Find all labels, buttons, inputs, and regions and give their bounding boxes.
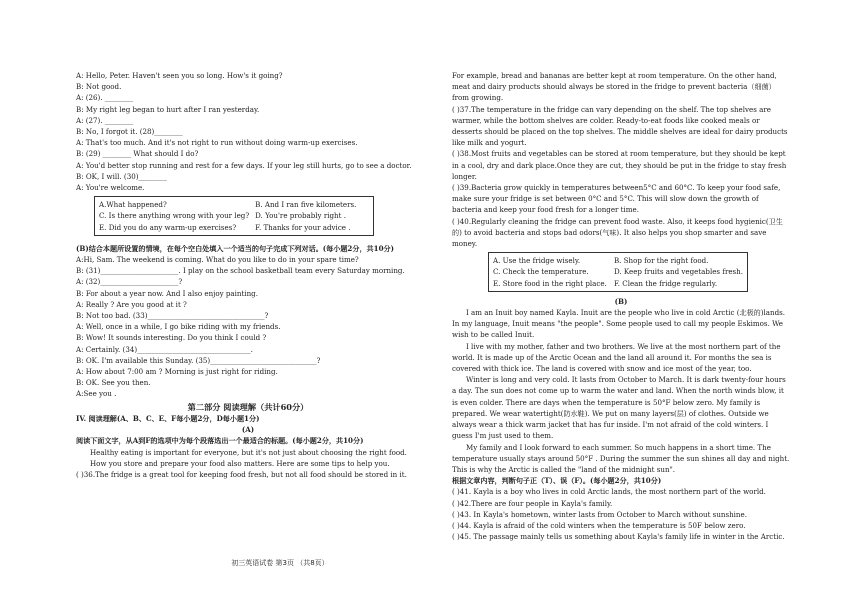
dialog-line: B: Not too bad. (33)_________________________________? [76, 311, 269, 321]
option-item: A.What happened? [99, 200, 167, 210]
passage-paragraph: I live with my mother, father and two brothers. We live at the most northern part of the world. It is made up of the Arctic Ocean and the land all around it. For months the sea is covered with thick ice. The land is covered with snow and ice most of the year, too. [452, 341, 781, 374]
dialog-line: B: (29) ________ What should I do? [76, 149, 199, 159]
passage-a-intro [76, 447, 420, 469]
tf-item: ( )41. Kayla is a boy who lives in cold Arctic lands, the most northern part of the world. [452, 487, 766, 497]
dialog-line: B: OK. See you then. [76, 378, 151, 388]
dialog-line: A: You're welcome. [76, 183, 145, 193]
dialog-line: B: OK, I will. (30)________ [76, 171, 167, 181]
section-b-instruction: (B)结合本题所设置的情境，在每个空白处填入一个适当的句子完成下列对话。(每小题2分，共10分) [76, 243, 394, 253]
dialog-line: A: Hello, Peter. Haven't seen you so long. How's it going? [76, 71, 283, 80]
dialog-line: B: For about a year now. And I also enjoy painting. [76, 288, 258, 298]
passage-paragraph: Healthy eating is important for everyone, but it's not just about choosing the right food. [90, 447, 407, 457]
dialog-line: A: (27). ________ [76, 115, 134, 125]
dialog-line: B: No, I forgot it. (28)________ [76, 127, 183, 137]
options-box-1 [94, 196, 374, 236]
dialog-line: A: Really ? Are you good at it ? [76, 299, 187, 309]
dialog-line: A: You'd better stop running and rest for a few days. If your leg still hurts, go to see a doctor. [76, 160, 412, 170]
dialog-line: A:See you . [76, 389, 117, 399]
tf-item: ( )44. Kayla is afraid of the cold winters when the temperature is 50F below zero. [452, 520, 746, 530]
question-40: ( )40.Regularly cleaning the fridge can prevent food waste. Also, it keeps food hygienic(卫生的) to avoid bacteria and stops bad odors(气味). It also helps you shop smarter and save money. [452, 216, 783, 249]
dialog-line: B: (31)______________________. I play on the school basketball team every Saturday morning. [76, 266, 405, 276]
tf-items [452, 486, 790, 542]
passage-paragraph: How you store and prepare your food also matters. Here are some tips to help you. [90, 458, 390, 468]
dialog-line: A: (26). ________ [76, 93, 134, 103]
section-a-label: (A) [241, 425, 255, 435]
part2-iv: IV. 阅读理解(A、B、C、E、F每小题2分，D每小题1分) [76, 413, 260, 423]
options-box-2 [488, 252, 748, 292]
left-column [76, 70, 420, 480]
option-item: E. Store food in the right place. [493, 278, 607, 288]
option-item: C. Check the temperature. [493, 267, 589, 277]
option-item: B. Shop for the right food. [613, 256, 709, 266]
dialog-line: B: Not good. [76, 82, 122, 92]
page-footer: 初三英语试卷 第3页 （共8页） [231, 559, 329, 567]
option-item: A. Use the fridge wisely. [493, 256, 581, 266]
dialog-line: A: Well, once in a while, I go bike riding with my friends. [76, 322, 281, 332]
dialog-line: A: Certainly. (34)________________________________. [76, 344, 253, 354]
dialog-line: B: Wow! It sounds interesting. Do you think I could ? [76, 333, 267, 343]
question-37: ( )37.The temperature in the fridge can vary depending on the shelf. The top shelves are warmer, while the bottom shelves are colder. Ready-to-eat foods like cooked meals or desserts should be placed on the top shelves. The middle shelves are ideal for dairy products like milk and yogurt. [452, 104, 788, 148]
part2-heading: 第二部分 阅读理解（共计60分） [187, 401, 309, 412]
passage-b [452, 307, 790, 475]
dialog-line: A: How about 7:00 am ? Morning is just right for riding. [76, 367, 278, 377]
dialog-line: A: (32)______________________? [76, 277, 183, 287]
option-item: E. Did you do any warm-up exercises? [99, 222, 237, 232]
option-item: D. Keep fruits and vegetables fresh. [613, 267, 743, 277]
tf-instruction: 根据文章内容，判断句子正（T）、误（F）。(每小题2分，共10分) [452, 476, 662, 486]
tf-item: ( )42.There are four people in Kayla's family. [452, 498, 613, 508]
dialog-line: A: That's too much. And it's not right to run without doing warm-up exercises. [76, 138, 358, 148]
passage-paragraph: Winter is long and very cold. It lasts from October to March. It is dark twenty-four hours a day. The sun does not come up to warm the water and land. When the north winds blow, it is even colder. There are days when the temperature is 50°F below zero. My family is prepared. We wear watertight(防水鞋). We put on many layers(层) of clothes. Outside we always wear a thick warm jacket that has fur inside. I'm not afraid of the cold winters. I guess I'm just used to them. [452, 375, 786, 441]
dialog-line: A:Hi, Sam. The weekend is coming. What do you like to do in your spare time? [76, 255, 359, 265]
tf-item: ( )45. The passage mainly tells us something about Kayla's family life in winter in the Arctic. [452, 532, 785, 542]
section-a-instruction: 阅读下面文字，从A到F的选项中为每个段落选出一个最适合的标题。(每小题2分，共10分) [76, 436, 364, 446]
option-item: D. You're probably right . [255, 211, 346, 221]
option-item: F. Thanks for your advice . [255, 222, 351, 232]
passage-paragraph: I am an Inuit boy named Kayla. Inuit are the people who live in cold Arctic (北极的)lands. In my language, Inuit means "the people". Some people used to call my people Eskimos. We wish to be called Inuit. [452, 308, 786, 340]
right-column [452, 70, 790, 542]
option-item: B. And I ran five kilometers. [255, 200, 357, 210]
dialog-line: B: My right leg began to hurt after I ran yesterday. [76, 104, 260, 114]
option-item: F. Clean the fridge regularly. [613, 278, 718, 288]
passage-paragraph: My family and I look forward to each summer. So much happens in a short time. The temperature usually stays around 50°F . During the summer the sun shines all day and night. This is why the Arctic is called the "land of the midnight sun". [452, 442, 790, 474]
question-38: ( )38.Most fruits and vegetables can be stored at room temperature, but they should be kept in a cool, dry and dark place.Once they are cut, they should be put in the fridge to stay fresh longer. [452, 149, 787, 181]
passage-a-continued: For example, bread and bananas are better kept at room temperature. On the other hand, meat and dairy products should always be stored in the fridge to prevent bacteria（细菌）from growing. [452, 71, 777, 103]
section-b-label: (B) [614, 296, 628, 306]
dialog-line: B: OK. I'm available this Sunday. (35)______________________________? [76, 355, 321, 365]
dialog-2 [76, 254, 420, 400]
tf-item: ( )43. In Kayla's hometown, winter lasts from October to March without sunshine. [452, 509, 747, 519]
dialog-1 [76, 70, 420, 193]
question-36: ( )36.The fridge is a great tool for keeping food fresh, but not all food should be stored in it. [76, 469, 407, 479]
question-39: ( )39.Bacteria grow quickly in temperatures between5°C and 60°C. To keep your food safe, make sure your fridge is set between 0°C and 5°C. This will slow down the growth of bacteria and keep your food fresh for a longer time. [452, 183, 781, 215]
option-item: C. Is there anything wrong with your leg? [99, 211, 250, 221]
